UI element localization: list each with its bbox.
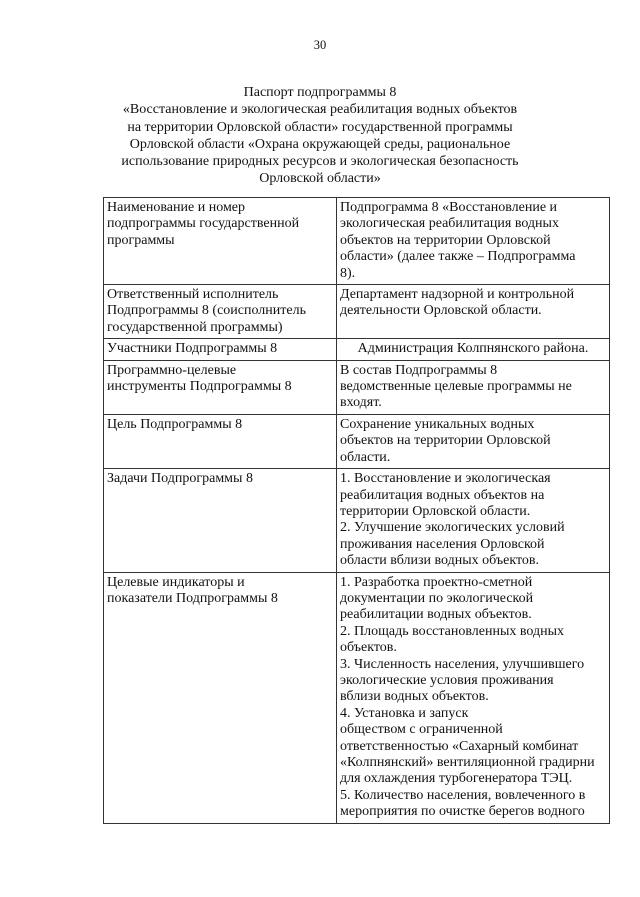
row-label-line: Целевые индикаторы и bbox=[107, 574, 245, 590]
row-value-line: реабилитация водных объектов на bbox=[340, 487, 545, 503]
row-value-line: объектов на территории Орловской bbox=[340, 433, 551, 449]
page-number: 30 bbox=[313, 38, 327, 52]
passport-table bbox=[103, 197, 610, 824]
row-value-line: для охлаждения турбогенератора ТЭЦ. bbox=[340, 771, 573, 787]
row-label-line: Участники Подпрограммы 8 bbox=[107, 341, 278, 357]
row-label-line: Цель Подпрограммы 8 bbox=[107, 416, 243, 432]
row-value-line: 5. Количество населения, вовлеченного в bbox=[340, 787, 586, 803]
row-label-line: Ответственный исполнитель bbox=[107, 287, 279, 303]
row-label-cell bbox=[104, 285, 337, 339]
title-line: «Восстановление и экологическая реабилитация водных объектов bbox=[122, 102, 518, 118]
row-value-line: территории Орловской области. bbox=[340, 503, 531, 519]
row-value-line: вблизи водных объектов. bbox=[340, 689, 489, 705]
row-value-line: области вблизи водных объектов. bbox=[340, 553, 540, 569]
document-title bbox=[90, 84, 550, 188]
row-label-line: Программно-целевые bbox=[107, 362, 237, 378]
row-label-line: Наименование и номер bbox=[107, 200, 246, 215]
row-label-cell bbox=[104, 339, 337, 360]
row-value-cell bbox=[337, 285, 610, 339]
row-label-line: государственной программы) bbox=[107, 319, 283, 335]
row-value-line: области. bbox=[340, 449, 391, 465]
row-label-line: показатели Подпрограммы 8 bbox=[107, 590, 278, 606]
row-value-line: Сохранение уникальных водных bbox=[340, 416, 535, 432]
row-value-line: документации по экологической bbox=[340, 590, 534, 606]
row-value-line: 2. Улучшение экологических условий bbox=[340, 520, 565, 536]
row-value-line: объектов. bbox=[340, 640, 397, 656]
row-value-cell bbox=[337, 469, 610, 572]
row-value-line: обществом с ограниченной bbox=[340, 722, 503, 738]
row-value-line: 8). bbox=[340, 265, 356, 281]
title-line: Орловской области» bbox=[259, 171, 381, 187]
row-value-line: 3. Численность населения, улучшившего bbox=[340, 656, 585, 672]
row-label-cell bbox=[104, 469, 337, 572]
title-line: Паспорт подпрограммы 8 bbox=[243, 85, 397, 100]
row-value-line: 4. Установка и запуск bbox=[340, 705, 469, 721]
row-value-line: 1. Разработка проектно-сметной bbox=[340, 574, 533, 590]
row-value-line: «Колпнянский» вентиляционной градирни bbox=[340, 755, 595, 770]
table-row bbox=[104, 285, 610, 339]
row-value-line: входят. bbox=[340, 395, 382, 411]
row-value-line: мероприятия по очистке берегов водного bbox=[340, 804, 585, 820]
table-row bbox=[104, 339, 610, 360]
row-value-line: Подпрограмма 8 «Восстановление и bbox=[340, 200, 558, 215]
row-value-line: объектов на территории Орловской bbox=[340, 232, 551, 248]
row-label-line: Задачи Подпрограммы 8 bbox=[107, 471, 253, 487]
title-line: использование природных ресурсов и экологическая безопасность bbox=[121, 154, 519, 170]
row-value-line: Администрация Колпнянского района. bbox=[357, 341, 589, 357]
row-value-line: проживания населения Орловской bbox=[340, 536, 545, 552]
row-value-line: деятельности Орловской области. bbox=[340, 303, 542, 319]
passport-table-body bbox=[104, 198, 610, 824]
row-label-line: инструменты Подпрограммы 8 bbox=[107, 379, 292, 395]
row-label-line: подпрограммы государственной bbox=[107, 216, 300, 232]
row-value-line: реабилитации водных объектов. bbox=[340, 607, 532, 623]
table-row bbox=[104, 360, 610, 414]
row-label-cell bbox=[104, 414, 337, 468]
table-row bbox=[104, 198, 610, 285]
row-value-cell bbox=[337, 572, 610, 823]
table-row bbox=[104, 414, 610, 468]
row-value-line: ведомственные целевые программы не bbox=[340, 379, 572, 395]
table-row bbox=[104, 469, 610, 572]
row-value-cell bbox=[337, 339, 610, 360]
row-label-line: программы bbox=[107, 232, 175, 248]
row-value-line: ответственностью «Сахарный комбинат bbox=[340, 738, 579, 754]
row-value-line: экологическая реабилитация водных bbox=[340, 216, 559, 232]
row-value-line: 1. Восстановление и экологическая bbox=[340, 471, 551, 487]
row-value-line: Департамент надзорной и контрольной bbox=[340, 287, 575, 303]
title-line: на территории Орловской области» государственной программы bbox=[127, 119, 513, 135]
table-row bbox=[104, 572, 610, 823]
row-value-cell bbox=[337, 198, 610, 285]
row-label-cell bbox=[104, 360, 337, 414]
row-value-line: области» (далее также – Подпрограмма bbox=[340, 249, 576, 265]
row-label-cell bbox=[104, 198, 337, 285]
title-line: Орловской области «Охрана окружающей среды, рациональное bbox=[129, 136, 511, 152]
row-value-cell bbox=[337, 360, 610, 414]
row-value-cell bbox=[337, 414, 610, 468]
row-value-line: 2. Площадь восстановленных водных bbox=[340, 623, 565, 639]
row-value-line: экологические условия проживания bbox=[340, 672, 554, 688]
row-value-line: В состав Подпрограммы 8 bbox=[340, 362, 498, 378]
row-label-line: Подпрограммы 8 (соисполнитель bbox=[107, 303, 306, 319]
row-label-cell bbox=[104, 572, 337, 823]
